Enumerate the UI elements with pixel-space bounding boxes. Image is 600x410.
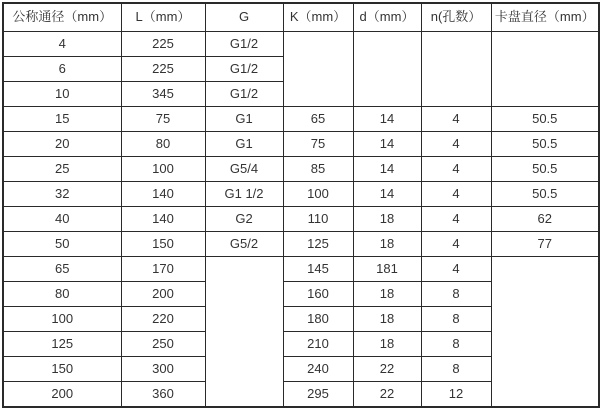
table-cell: 32	[3, 182, 121, 207]
table-cell: 14	[353, 182, 421, 207]
table-cell: 145	[283, 257, 353, 282]
table-cell: 10	[3, 82, 121, 107]
table-cell: 295	[283, 382, 353, 408]
table-cell: G1/2	[205, 32, 283, 57]
table-cell: 80	[3, 282, 121, 307]
table-cell: 22	[353, 357, 421, 382]
table-cell: 62	[491, 207, 599, 232]
table-cell: 160	[283, 282, 353, 307]
column-header: K（mm）	[283, 3, 353, 32]
table-cell: 4	[421, 182, 491, 207]
table-cell: 210	[283, 332, 353, 357]
table-cell: 100	[121, 157, 205, 182]
table-cell: 4	[421, 257, 491, 282]
table-cell: 345	[121, 82, 205, 107]
column-header: G	[205, 3, 283, 32]
table-cell: 4	[421, 232, 491, 257]
table-cell: 50.5	[491, 157, 599, 182]
table-cell: 180	[283, 307, 353, 332]
table-row	[3, 132, 599, 157]
table-cell: 4	[421, 157, 491, 182]
table-cell: 8	[421, 307, 491, 332]
table-cell: 125	[283, 232, 353, 257]
header-row	[3, 3, 599, 32]
table-cell: 4	[3, 32, 121, 57]
table-cell: 80	[121, 132, 205, 157]
table-cell: 50.5	[491, 182, 599, 207]
column-header: 卡盘直径（mm）	[491, 3, 599, 32]
table-cell: 50	[3, 232, 121, 257]
table-cell: 85	[283, 157, 353, 182]
table-cell: 100	[283, 182, 353, 207]
table-cell: 225	[121, 32, 205, 57]
table-cell: 4	[421, 207, 491, 232]
table-row	[3, 157, 599, 182]
table-cell: 8	[421, 282, 491, 307]
table-cell: G1/2	[205, 82, 283, 107]
table-cell: G1 1/2	[205, 182, 283, 207]
table-cell: 50.5	[491, 132, 599, 157]
spec-table	[2, 2, 600, 408]
spec-table-body	[3, 32, 599, 408]
table-cell: 12	[421, 382, 491, 408]
table-cell: 225	[121, 57, 205, 82]
table-row	[3, 107, 599, 132]
table-cell: G1	[205, 107, 283, 132]
table-cell: G1/2	[205, 57, 283, 82]
table-cell: 40	[3, 207, 121, 232]
table-cell	[491, 32, 599, 107]
table-cell: 50.5	[491, 107, 599, 132]
table-cell: 170	[121, 257, 205, 282]
table-cell: G5/4	[205, 157, 283, 182]
table-cell: 77	[491, 232, 599, 257]
table-cell: 14	[353, 132, 421, 157]
table-cell: 240	[283, 357, 353, 382]
table-cell: 110	[283, 207, 353, 232]
table-cell: 140	[121, 207, 205, 232]
table-cell: 75	[283, 132, 353, 157]
table-cell: 4	[421, 107, 491, 132]
table-cell: 8	[421, 332, 491, 357]
table-cell: 150	[3, 357, 121, 382]
table-cell	[491, 257, 599, 408]
table-cell	[283, 32, 353, 107]
table-cell: 181	[353, 257, 421, 282]
table-cell: 8	[421, 357, 491, 382]
table-cell: 65	[283, 107, 353, 132]
table-cell: G5/2	[205, 232, 283, 257]
table-cell: 18	[353, 232, 421, 257]
table-cell: 18	[353, 282, 421, 307]
table-cell: 220	[121, 307, 205, 332]
table-cell: 150	[121, 232, 205, 257]
table-cell: 14	[353, 107, 421, 132]
table-cell	[421, 32, 491, 107]
table-cell: 4	[421, 132, 491, 157]
table-cell: 18	[353, 307, 421, 332]
table-cell: 65	[3, 257, 121, 282]
table-cell: 18	[353, 207, 421, 232]
table-row	[3, 207, 599, 232]
table-row	[3, 257, 599, 282]
table-row	[3, 182, 599, 207]
table-cell: 14	[353, 157, 421, 182]
spec-table-header	[3, 3, 599, 32]
table-cell: G1	[205, 132, 283, 157]
table-cell: G2	[205, 207, 283, 232]
table-cell: 100	[3, 307, 121, 332]
table-cell: 250	[121, 332, 205, 357]
table-cell: 20	[3, 132, 121, 157]
table-cell: 140	[121, 182, 205, 207]
table-cell: 200	[3, 382, 121, 408]
table-cell: 15	[3, 107, 121, 132]
table-cell	[205, 257, 283, 408]
column-header: n(孔数）	[421, 3, 491, 32]
table-row	[3, 32, 599, 57]
table-cell	[353, 32, 421, 107]
table-cell: 360	[121, 382, 205, 408]
table-cell: 6	[3, 57, 121, 82]
table-row	[3, 232, 599, 257]
table-cell: 300	[121, 357, 205, 382]
table-cell: 125	[3, 332, 121, 357]
table-cell: 25	[3, 157, 121, 182]
table-cell: 18	[353, 332, 421, 357]
column-header: L（mm）	[121, 3, 205, 32]
table-cell: 75	[121, 107, 205, 132]
table-cell: 200	[121, 282, 205, 307]
column-header: d（mm）	[353, 3, 421, 32]
column-header: 公称通径（mm）	[3, 3, 121, 32]
table-cell: 22	[353, 382, 421, 408]
